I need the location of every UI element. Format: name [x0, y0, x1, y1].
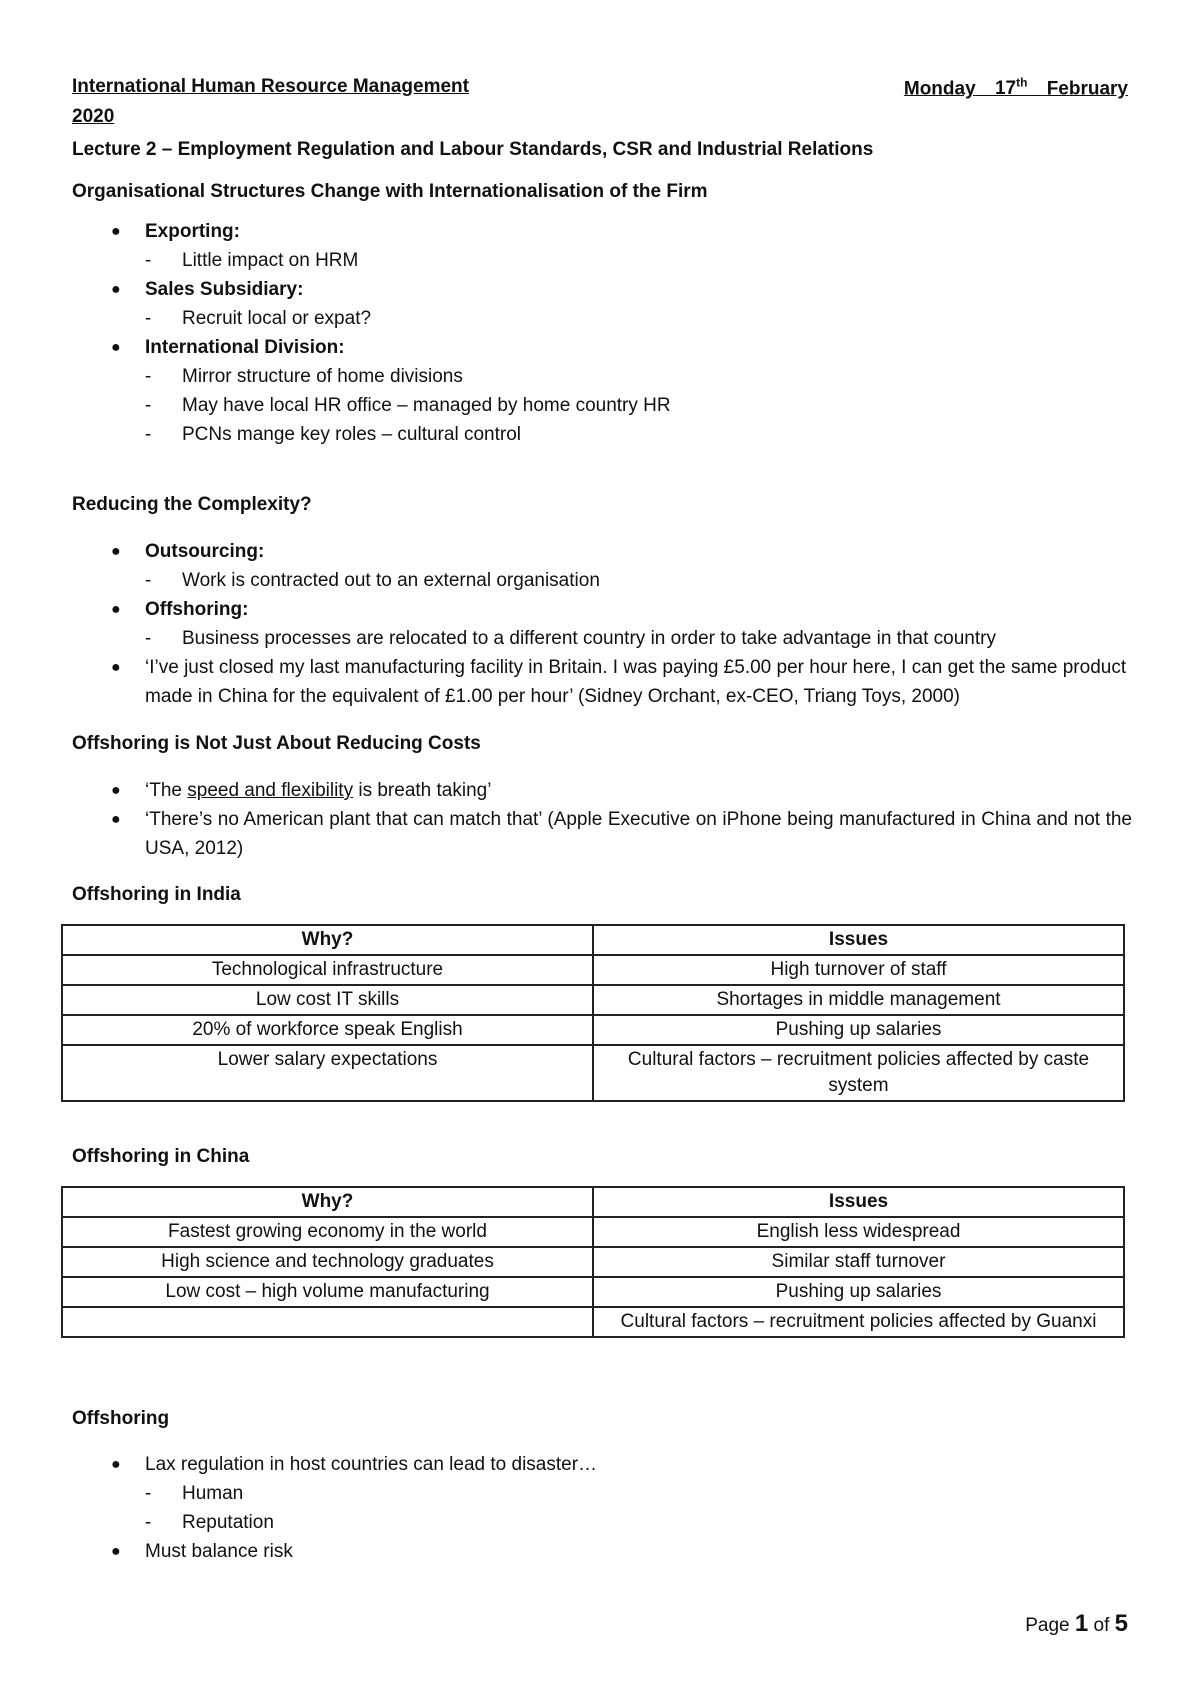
section-heading-china: Offshoring in China: [72, 1146, 250, 1167]
column-header: Why?: [62, 925, 593, 955]
list-item: ● Sales Subsidiary:: [72, 275, 1132, 304]
section-heading-not-just-costs: Offshoring is Not Just About Reducing Costs: [72, 733, 481, 754]
list-item: ● Lax regulation in host countries can lead to disaster…: [72, 1450, 1132, 1479]
section-heading-structures: Organisational Structures Change with Internationalisation of the Firm: [72, 181, 708, 202]
table-header-row: [62, 1187, 1124, 1217]
bullet-icon: ●: [111, 1456, 121, 1473]
sub-item: - May have local HR office – managed by home country HR: [72, 391, 1132, 420]
dash-icon: -: [145, 424, 152, 445]
date-month: February: [1046, 78, 1128, 100]
dash-icon: -: [145, 250, 152, 271]
table-cell: Technological infrastructure: [62, 955, 593, 985]
bullet-icon: ●: [111, 1543, 121, 1560]
table-row: [62, 1045, 1124, 1101]
structures-list: [72, 217, 1132, 449]
list-item: ● International Division:: [72, 333, 1132, 362]
table-row: [62, 1277, 1124, 1307]
bullet-icon: ●: [111, 782, 121, 799]
not-just-costs-list: [72, 776, 1132, 863]
dash-icon: -: [145, 308, 152, 329]
list-item: [72, 653, 1132, 711]
bullet-icon: ●: [111, 811, 121, 828]
sub-item: - Recruit local or expat?: [72, 304, 1132, 333]
date-number: 17th: [994, 76, 1028, 100]
bullet-icon: ●: [111, 339, 121, 356]
header-date: [904, 76, 1128, 100]
list-item: ● Offshoring:: [72, 595, 1132, 624]
table-cell: High science and technology graduates: [62, 1247, 593, 1277]
table-row: [62, 955, 1124, 985]
bullet-icon: ●: [111, 281, 121, 298]
date-day: Monday: [903, 78, 976, 100]
apple-quote: ‘There’s no American plant that can match that’ (Apple Executive on iPhone being manufactured in China and not the USA, 2012): [145, 809, 1132, 859]
table-row: [62, 1307, 1124, 1337]
dash-icon: -: [145, 395, 152, 416]
table-row: [62, 1217, 1124, 1247]
lecture-title: Lecture 2 – Employment Regulation and Labour Standards, CSR and Industrial Relations: [72, 139, 874, 160]
table-row: [62, 985, 1124, 1015]
table-cell: Low cost – high volume manufacturing: [62, 1277, 593, 1307]
sub-item: - Work is contracted out to an external organisation: [72, 566, 1132, 595]
table-cell: Fastest growing economy in the world: [62, 1217, 593, 1247]
table-cell: Similar staff turnover: [593, 1247, 1124, 1277]
header-year: 2020: [72, 106, 115, 127]
column-header: Issues: [593, 925, 1124, 955]
section-heading-complexity: Reducing the Complexity?: [72, 494, 312, 515]
table-cell: Cultural factors – recruitment policies affected by caste system: [593, 1045, 1124, 1101]
dash-icon: -: [145, 628, 152, 649]
bullet-icon: ●: [111, 601, 121, 618]
india-table: [61, 924, 1125, 1102]
bullet-icon: ●: [111, 659, 121, 676]
table-cell: Pushing up salaries: [593, 1015, 1124, 1045]
dash-icon: -: [145, 1512, 152, 1533]
triang-quote: ‘I’ve just closed my last manufacturing facility in Britain. I was paying £5.00 per hour here, I can get the same product made in China for the equivalent of £1.00 per hour’ (Sidney Orchant, ex-CEO, Triang Toys, 2000): [145, 657, 1127, 707]
list-item: ● ‘The speed and flexibility is breath taking’: [72, 776, 1132, 805]
bullet-icon: ●: [111, 543, 121, 560]
list-item: ● Must balance risk: [72, 1537, 1132, 1566]
list-item: ● Outsourcing:: [72, 537, 1132, 566]
bullet-icon: ●: [111, 223, 121, 240]
china-table: [61, 1186, 1125, 1338]
sub-item: - Human: [72, 1479, 1132, 1508]
dash-icon: -: [145, 1483, 152, 1504]
offshoring-list: [72, 1450, 1132, 1566]
sub-item: - Business processes are relocated to a different country in order to take advantage in that country: [72, 624, 1132, 653]
table-cell: English less widespread: [593, 1217, 1124, 1247]
section-heading-india: Offshoring in India: [72, 884, 241, 905]
table-cell: Cultural factors – recruitment policies affected by Guanxi: [593, 1307, 1124, 1337]
sub-item: - Reputation: [72, 1508, 1132, 1537]
table-cell: 20% of workforce speak English: [62, 1015, 593, 1045]
table-cell: [62, 1307, 593, 1337]
table-cell: High turnover of staff: [593, 955, 1124, 985]
column-header: Issues: [593, 1187, 1124, 1217]
table-row: [62, 1015, 1124, 1045]
table-cell: Lower salary expectations: [62, 1045, 593, 1101]
table-cell: Low cost IT skills: [62, 985, 593, 1015]
table-header-row: [62, 925, 1124, 955]
table-row: [62, 1247, 1124, 1277]
complexity-list: [72, 537, 1132, 711]
list-item: ● Exporting:: [72, 217, 1132, 246]
page-number: Page 1 of 5: [1025, 1610, 1128, 1637]
dash-icon: -: [145, 366, 152, 387]
sub-item: - PCNs mange key roles – cultural control: [72, 420, 1132, 449]
section-heading-offshoring: Offshoring: [72, 1408, 170, 1429]
list-item: [72, 805, 1132, 863]
column-header: Why?: [62, 1187, 593, 1217]
dash-icon: -: [145, 570, 152, 591]
table-cell: Pushing up salaries: [593, 1277, 1124, 1307]
course-title: International Human Resource Management: [72, 76, 469, 97]
underlined-phrase: speed and flexibility: [187, 780, 354, 801]
table-cell: Shortages in middle management: [593, 985, 1124, 1015]
sub-item: - Mirror structure of home divisions: [72, 362, 1132, 391]
sub-item: - Little impact on HRM: [72, 246, 1132, 275]
